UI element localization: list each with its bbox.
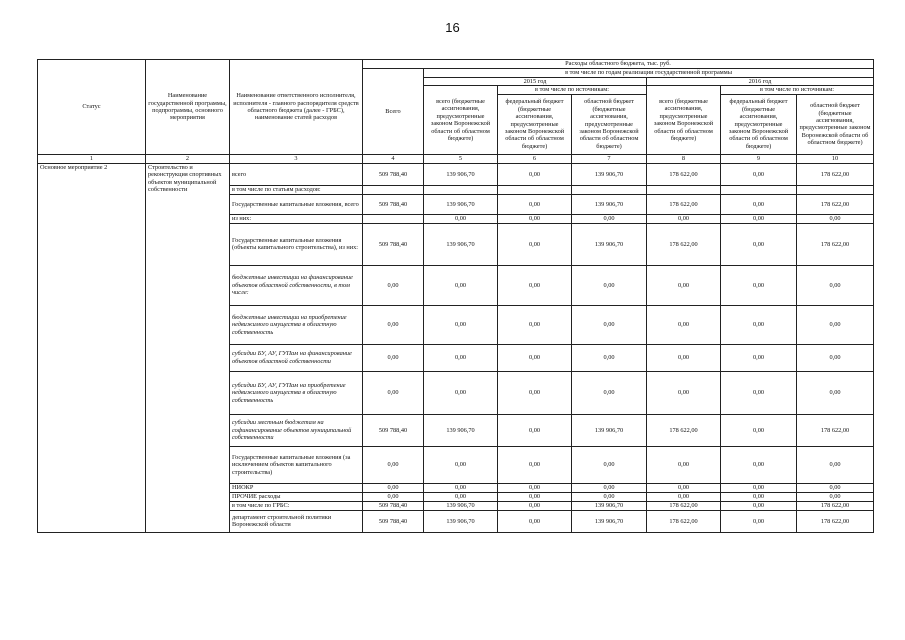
value-2015-all: 139 906,70 — [424, 194, 498, 214]
value-2016-federal: 0,00 — [721, 414, 797, 446]
value-2016-federal: 0,00 — [721, 214, 797, 223]
value-2015-regional: 139 906,70 — [572, 194, 647, 214]
row-name: ПРОЧИЕ расходы — [230, 492, 363, 501]
row-name: Государственные капитальные вложения (за исключением объектов капитального строительства) — [230, 446, 363, 483]
column-number: 7 — [572, 154, 647, 163]
value-2016-regional: 0,00 — [797, 305, 874, 344]
value-2015-federal: 0,00 — [498, 492, 572, 501]
value-2015-all: 0,00 — [424, 305, 498, 344]
column-number: 10 — [797, 154, 874, 163]
value-2016-all: 0,00 — [647, 446, 721, 483]
value-2015-federal: 0,00 — [498, 483, 572, 492]
value-2015-federal: 0,00 — [498, 163, 572, 185]
value-2015-regional: 139 906,70 — [572, 510, 647, 532]
value-2015-regional: 139 906,70 — [572, 163, 647, 185]
value-2015-regional: 0,00 — [572, 483, 647, 492]
value-2016-regional: 0,00 — [797, 214, 874, 223]
value-2015-federal: 0,00 — [498, 510, 572, 532]
column-number: 8 — [647, 154, 721, 163]
budget-table — [37, 59, 874, 533]
value-2015-all — [424, 185, 498, 194]
column-number: 4 — [363, 154, 424, 163]
header-year-2015: 2015 год — [424, 78, 647, 86]
value-total — [363, 185, 424, 194]
value-2015-regional: 0,00 — [572, 492, 647, 501]
value-2015-federal: 0,00 — [498, 194, 572, 214]
value-2016-federal: 0,00 — [721, 492, 797, 501]
row-name: в том числе по статьям расходов: — [230, 185, 363, 194]
value-2015-all: 139 906,70 — [424, 163, 498, 185]
value-2016-all: 178 622,00 — [647, 510, 721, 532]
value-2016-regional: 0,00 — [797, 344, 874, 371]
value-2015-all: 0,00 — [424, 265, 498, 305]
value-2016-regional: 0,00 — [797, 492, 874, 501]
header-all-budget-2015: всего (бюджетные ассигнования, предусмотренные законом Воронежской области об областном бюджете) — [424, 86, 498, 154]
value-2016-federal: 0,00 — [721, 371, 797, 414]
value-2016-federal: 0,00 — [721, 483, 797, 492]
value-2015-all: 0,00 — [424, 483, 498, 492]
value-2015-regional: 0,00 — [572, 305, 647, 344]
row-name: в том числе по ГРБС: — [230, 501, 363, 510]
value-2015-all: 139 906,70 — [424, 501, 498, 510]
row-name: бюджетные инвестиции на финансирование объектов областной собственности, в том числе: — [230, 265, 363, 305]
header-regional-2015: областной бюджет (бюджетные ассигнования, предусмотренные законом Воронежской области об областном бюджете) — [572, 94, 647, 154]
header-federal-2015: федеральный бюджет (бюджетные ассигнования, предусмотренные законом Воронежской области об областном бюджете) — [498, 94, 572, 154]
value-2016-regional: 178 622,00 — [797, 223, 874, 265]
value-2015-regional: 139 906,70 — [572, 501, 647, 510]
column-number: 9 — [721, 154, 797, 163]
value-2015-federal: 0,00 — [498, 501, 572, 510]
table-row — [38, 163, 874, 185]
value-2016-federal: 0,00 — [721, 265, 797, 305]
header-total: Всего — [363, 69, 424, 155]
value-2016-regional: 0,00 — [797, 371, 874, 414]
value-2016-regional: 0,00 — [797, 483, 874, 492]
value-2015-regional: 139 906,70 — [572, 414, 647, 446]
value-2016-all — [647, 185, 721, 194]
column-number: 2 — [146, 154, 230, 163]
row-name: бюджетные инвестиции на приобретение недвижимого имущества в областную собственность — [230, 305, 363, 344]
value-2015-all: 0,00 — [424, 446, 498, 483]
header-by-sources-2015: в том числе по источникам: — [498, 86, 647, 94]
value-total: 0,00 — [363, 344, 424, 371]
header-status: Статус — [38, 60, 146, 155]
value-total: 509 788,40 — [363, 414, 424, 446]
value-2015-federal: 0,00 — [498, 214, 572, 223]
value-2016-all: 0,00 — [647, 214, 721, 223]
value-2016-all: 178 622,00 — [647, 501, 721, 510]
value-2016-federal: 0,00 — [721, 446, 797, 483]
value-2016-regional: 178 622,00 — [797, 163, 874, 185]
header-program-name: Наименование государственной программы, подпрограммы, основного мероприятия — [146, 60, 230, 155]
value-2015-federal: 0,00 — [498, 305, 572, 344]
value-2016-federal: 0,00 — [721, 510, 797, 532]
value-2016-federal: 0,00 — [721, 344, 797, 371]
value-2015-federal: 0,00 — [498, 446, 572, 483]
header-executor-name: Наименование ответственного исполнителя, исполнителя - главного распорядителя средств областного бюджета (далее - ГРБС), наименование статей расходов — [230, 60, 363, 155]
value-2016-regional: 178 622,00 — [797, 414, 874, 446]
value-total: 0,00 — [363, 265, 424, 305]
header-federal-2016: федеральный бюджет (бюджетные ассигнования, предусмотренные законом Воронежской области об областном бюджете) — [721, 94, 797, 154]
value-2015-all: 0,00 — [424, 344, 498, 371]
row-name: из них: — [230, 214, 363, 223]
value-total: 0,00 — [363, 483, 424, 492]
value-2016-regional: 178 622,00 — [797, 501, 874, 510]
value-total: 509 788,40 — [363, 223, 424, 265]
value-total: 509 788,40 — [363, 510, 424, 532]
value-2016-all: 178 622,00 — [647, 223, 721, 265]
value-2015-federal: 0,00 — [498, 265, 572, 305]
header-regional-2016: областной бюджет (бюджетные ассигнования, предусмотренные законом Воронежской области об областном бюджете) — [797, 94, 874, 154]
column-number: 6 — [498, 154, 572, 163]
activity-name-cell: Строительство и реконструкция спортивных объектов муниципальной собственности — [146, 163, 230, 532]
header-expenses-title: Расходы областного бюджета, тыс. руб. — [363, 60, 874, 69]
value-2015-federal: 0,00 — [498, 344, 572, 371]
value-2016-federal: 0,00 — [721, 305, 797, 344]
value-2016-regional: 0,00 — [797, 446, 874, 483]
header-all-budget-2016: всего (бюджетные ассигнования, предусмотренные законом Воронежской области об областном бюджете) — [647, 86, 721, 154]
row-name: субсидии БУ, АУ, ГУПам на финансирование объектов областной собственности — [230, 344, 363, 371]
value-2015-federal: 0,00 — [498, 371, 572, 414]
row-name: субсидии местным бюджетам на софинансирование объектов муниципальной собственности — [230, 414, 363, 446]
column-number: 3 — [230, 154, 363, 163]
value-2015-regional: 0,00 — [572, 344, 647, 371]
value-2016-all: 0,00 — [647, 265, 721, 305]
value-2015-regional: 0,00 — [572, 371, 647, 414]
value-2016-federal — [721, 185, 797, 194]
value-2016-all: 0,00 — [647, 344, 721, 371]
value-total: 509 788,40 — [363, 501, 424, 510]
value-2016-all: 0,00 — [647, 483, 721, 492]
value-2015-federal — [498, 185, 572, 194]
value-2016-federal: 0,00 — [721, 163, 797, 185]
row-name: Государственные капитальные вложения (объекты капитального строительства), из них: — [230, 223, 363, 265]
value-2016-all: 0,00 — [647, 371, 721, 414]
header-year-2016: 2016 год — [647, 78, 874, 86]
value-total: 0,00 — [363, 492, 424, 501]
column-number: 5 — [424, 154, 498, 163]
value-2015-all: 139 906,70 — [424, 414, 498, 446]
value-2015-all: 0,00 — [424, 492, 498, 501]
value-total: 0,00 — [363, 446, 424, 483]
value-2016-federal: 0,00 — [721, 223, 797, 265]
row-name: всего — [230, 163, 363, 185]
value-2016-all: 178 622,00 — [647, 163, 721, 185]
value-2016-federal: 0,00 — [721, 501, 797, 510]
value-2015-regional: 0,00 — [572, 265, 647, 305]
value-total: 509 788,40 — [363, 194, 424, 214]
value-2016-all: 178 622,00 — [647, 414, 721, 446]
value-2015-regional: 139 906,70 — [572, 223, 647, 265]
value-2016-federal: 0,00 — [721, 194, 797, 214]
value-2016-regional — [797, 185, 874, 194]
value-2015-regional: 0,00 — [572, 446, 647, 483]
value-total — [363, 214, 424, 223]
header-by-years: в том числе по годам реализации государственной программы — [424, 69, 874, 78]
column-number: 1 — [38, 154, 146, 163]
value-2016-regional: 0,00 — [797, 265, 874, 305]
value-2016-all: 0,00 — [647, 305, 721, 344]
value-total: 0,00 — [363, 305, 424, 344]
row-name: Государственные капитальные вложения, всего — [230, 194, 363, 214]
value-2016-all: 178 622,00 — [647, 194, 721, 214]
page-number: 16 — [445, 20, 460, 35]
value-2016-all: 0,00 — [647, 492, 721, 501]
status-cell: Основное мероприятие 2 — [38, 163, 146, 532]
row-name: субсидии БУ, АУ, ГУПам на приобретение недвижимого имущества в областную собственность — [230, 371, 363, 414]
header-by-sources-2016: в том числе по источникам: — [721, 86, 874, 94]
value-total: 509 788,40 — [363, 163, 424, 185]
value-2015-federal: 0,00 — [498, 223, 572, 265]
value-2016-regional: 178 622,00 — [797, 194, 874, 214]
value-2015-all: 0,00 — [424, 214, 498, 223]
value-2015-regional — [572, 185, 647, 194]
value-2015-all: 139 906,70 — [424, 510, 498, 532]
value-2015-federal: 0,00 — [498, 414, 572, 446]
value-2015-all: 0,00 — [424, 371, 498, 414]
value-2016-regional: 178 622,00 — [797, 510, 874, 532]
row-name: НИОКР — [230, 483, 363, 492]
value-2015-all: 139 906,70 — [424, 223, 498, 265]
row-name: департамент строительной политики Воронежской области — [230, 510, 363, 532]
value-total: 0,00 — [363, 371, 424, 414]
value-2015-regional: 0,00 — [572, 214, 647, 223]
